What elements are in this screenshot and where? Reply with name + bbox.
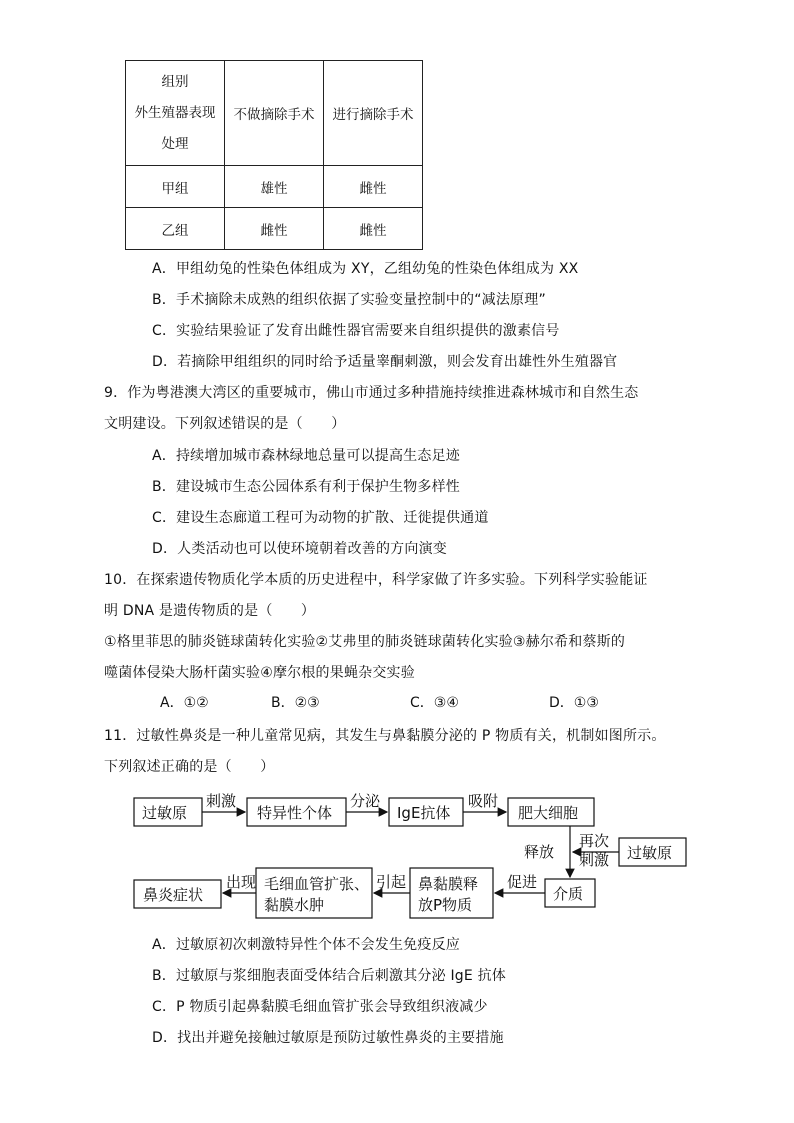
text-capillary-line1: 毛细血管扩张、: [264, 875, 370, 893]
header-group: 组别: [161, 73, 189, 90]
q10-option-a: A．①②: [160, 695, 209, 711]
q10-option-b: B．②③: [271, 695, 320, 711]
q8-option-b: B．手术摘除未成熟的组织依据了实验变量控制中的“减法原理”: [152, 292, 546, 308]
q10-stem-line3: ①格里菲思的肺炎链球菌转化实验②艾弗里的肺炎链球菌转化实验③赫尔希和蔡斯的: [104, 634, 626, 650]
q10-stem-line2: 明 DNA 是遗传物质的是（ ）: [104, 603, 316, 619]
text-capillary-line2: 黏膜水肿: [264, 896, 325, 914]
label-adsorb: 吸附: [468, 792, 499, 810]
text-allergen-second: 过敏原: [627, 844, 673, 862]
table-cell-surgery: 雌性: [324, 208, 423, 250]
label-again-line1: 再次: [579, 832, 610, 850]
label-release: 释放: [524, 843, 555, 861]
q9-option-b: B．建设城市生态公园体系有利于保护生物多样性: [152, 479, 461, 495]
text-ige-antibody: IgE抗体: [397, 804, 451, 822]
header-treatment: 处理: [161, 135, 189, 152]
text-allergen-first: 过敏原: [142, 804, 188, 822]
q11-option-d: D．找出并避免接触过敏原是预防过敏性鼻炎的主要措施: [152, 1030, 504, 1046]
q11-option-a: A．过敏原初次刺激特异性个体不会发生免疫反应: [152, 937, 460, 953]
q8-option-d: D．若摘除甲组组织的同时给予适量睾酮刺激，则会发育出雄性外生殖器官: [152, 354, 618, 370]
q9-option-d: D．人类活动也可以使环境朝着改善的方向演变: [152, 541, 447, 557]
text-mediator: 介质: [553, 885, 584, 903]
q9-option-c: C．建设生态廊道工程可为动物的扩散、迁徙提供通道: [152, 510, 489, 526]
header-surgery: 进行摘除手术: [324, 61, 423, 166]
q10-stem-line1: 10．在探索遗传物质化学本质的历史进程中，科学家做了许多实验。下列科学实验能证: [104, 572, 648, 588]
label-appear: 出现: [226, 873, 257, 891]
q10-option-d: D．①③: [549, 695, 599, 711]
label-stimulate: 刺激: [206, 792, 237, 810]
header-no-surgery: 不做摘除手术: [225, 61, 324, 166]
table-cell-group: 甲组: [126, 166, 225, 208]
label-secrete: 分泌: [350, 792, 381, 810]
text-nasal-line2: 放P物质: [418, 896, 473, 914]
q11-stem-line1: 11．过敏性鼻炎是一种儿童常见病，其发生与鼻黏膜分泌的 P 物质有关，机制如图所示。: [104, 728, 666, 744]
q9-option-a: A．持续增加城市森林绿地总量可以提高生态足迹: [152, 448, 460, 464]
text-rhinitis-symptom: 鼻炎症状: [143, 886, 204, 904]
q8-option-c: C．实验结果验证了发育出雌性器官需要来自组织提供的激素信号: [152, 323, 560, 339]
label-promote: 促进: [507, 873, 538, 891]
table-cell-surgery: 雌性: [324, 166, 423, 208]
q9-stem-line2: 文明建设。下列叙述错误的是（ ）: [104, 416, 346, 432]
q10-stem-line4: 噬菌体侵染大肠杆菌实验④摩尔根的果蝇杂交实验: [104, 665, 415, 681]
table-cell-no-surgery: 雄性: [225, 166, 324, 208]
label-again-line2: 刺激: [579, 851, 610, 869]
q10-option-c: C．③④: [410, 695, 459, 711]
q8-option-a: A．甲组幼兔的性染色体组成为 XY，乙组幼兔的性染色体组成为 XX: [152, 261, 579, 277]
text-specific-individual: 特异性个体: [257, 804, 333, 822]
q11-option-b: B．过敏原与浆细胞表面受体结合后刺激其分泌 IgE 抗体: [152, 968, 506, 984]
q9-stem-line1: 9．作为粤港澳大湾区的重要城市，佛山市通过多种措施持续推进森林城市和自然生态: [104, 385, 639, 401]
header-phenotype: 外生殖器表现: [134, 104, 216, 121]
table-cell-no-surgery: 雌性: [225, 208, 324, 250]
text-nasal-line1: 鼻黏膜释: [418, 875, 479, 893]
label-cause: 引起: [376, 873, 407, 891]
q11-option-c: C．P 物质引起鼻黏膜毛细血管扩张会导致组织液减少: [152, 999, 488, 1015]
text-mast-cell: 肥大细胞: [518, 804, 579, 822]
table-cell-group: 乙组: [126, 208, 225, 250]
q11-stem-line2: 下列叙述正确的是（ ）: [104, 759, 275, 775]
